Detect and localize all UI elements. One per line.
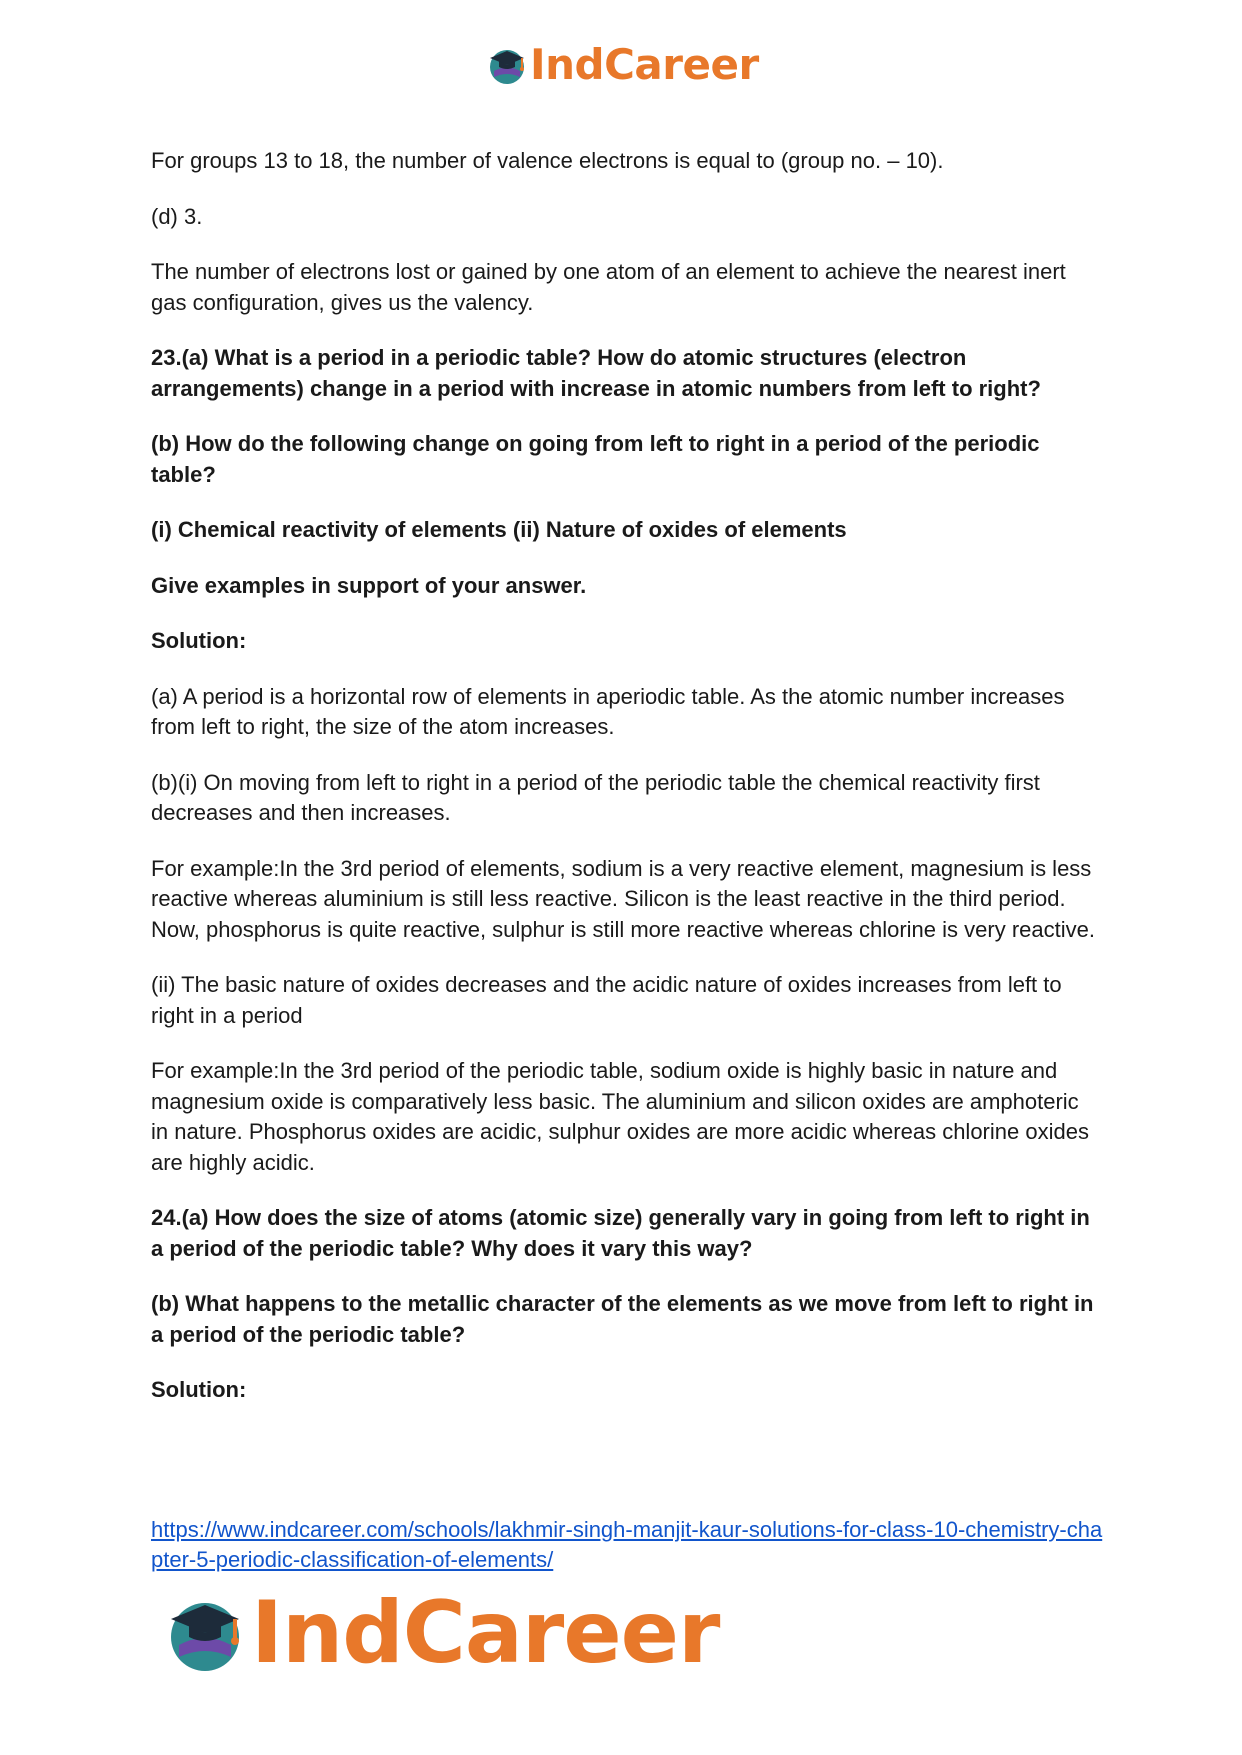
question-heading: 24.(a) How does the size of atoms (atomic size) generally vary in going from left to right in a period of the periodic table? Why does it vary this way? bbox=[151, 1205, 1090, 1261]
question-heading: Give examples in support of your answer. bbox=[151, 572, 587, 598]
question-heading: (b) What happens to the metallic character of the elements as we move from left to right in a period of the periodic table? bbox=[151, 1291, 1094, 1347]
logo-text: IndCareer bbox=[251, 1583, 720, 1683]
paragraph: (b)(i) On moving from left to right in a period of the periodic table the chemical reactivity first decreases and then increases. bbox=[151, 769, 1040, 825]
logo-text: IndCareer bbox=[530, 40, 759, 89]
document-body bbox=[151, 146, 1101, 1431]
footer-link-block bbox=[151, 1515, 1111, 1575]
paragraph: For groups 13 to 18, the number of valence electrons is equal to (group no. – 10). bbox=[151, 148, 944, 173]
paragraph: For example:In the 3rd period of elements, sodium is a very reactive element, magnesium is less reactive whereas aluminium is still less reactive. Silicon is the least reactive in the third period. Now, phosphorus is quite reactive, sulphur is still more reactive whereas chlorine is very reactive. bbox=[151, 855, 1095, 942]
graduation-cap-book-icon bbox=[486, 44, 528, 86]
paragraph: The number of electrons lost or gained by one atom of an element to achieve the nearest inert gas configuration, gives us the valency. bbox=[151, 259, 1066, 315]
question-heading: 23.(a) What is a period in a periodic table? How do atomic structures (electron arrangements) change in a period with increase in atomic numbers from left to right? bbox=[151, 345, 1041, 401]
header-logo bbox=[486, 42, 759, 88]
graduation-cap-book-icon bbox=[163, 1591, 247, 1675]
question-heading: (b) How do the following change on going from left to right in a period of the periodic table? bbox=[151, 431, 1040, 487]
footer-logo bbox=[163, 1583, 720, 1683]
paragraph: (ii) The basic nature of oxides decreases and the acidic nature of oxides increases from left to right in a period bbox=[151, 972, 1062, 1028]
paragraph: For example:In the 3rd period of the periodic table, sodium oxide is highly basic in nature and magnesium oxide is comparatively less basic. The aluminium and silicon oxides are amphoteric in nature. Phosphorus oxides are acidic, sulphur oxides are more acidic whereas chlorine oxides are highly acidic. bbox=[151, 1058, 1089, 1175]
paragraph: (a) A period is a horizontal row of elements in aperiodic table. As the atomic number increases from left to right, the size of the atom increases. bbox=[151, 683, 1065, 739]
paragraph: (d) 3. bbox=[151, 203, 203, 229]
question-heading: (i) Chemical reactivity of elements (ii) Nature of oxides of elements bbox=[151, 517, 847, 542]
solution-heading: Solution: bbox=[151, 1377, 247, 1402]
source-link[interactable]: https://www.indcareer.com/schools/lakhmir-singh-manjit-kaur-solutions-for-class-10-chemistry-chapter-5-periodic-classification-of-elements/ bbox=[151, 1517, 1103, 1572]
solution-heading: Solution: bbox=[151, 628, 247, 653]
